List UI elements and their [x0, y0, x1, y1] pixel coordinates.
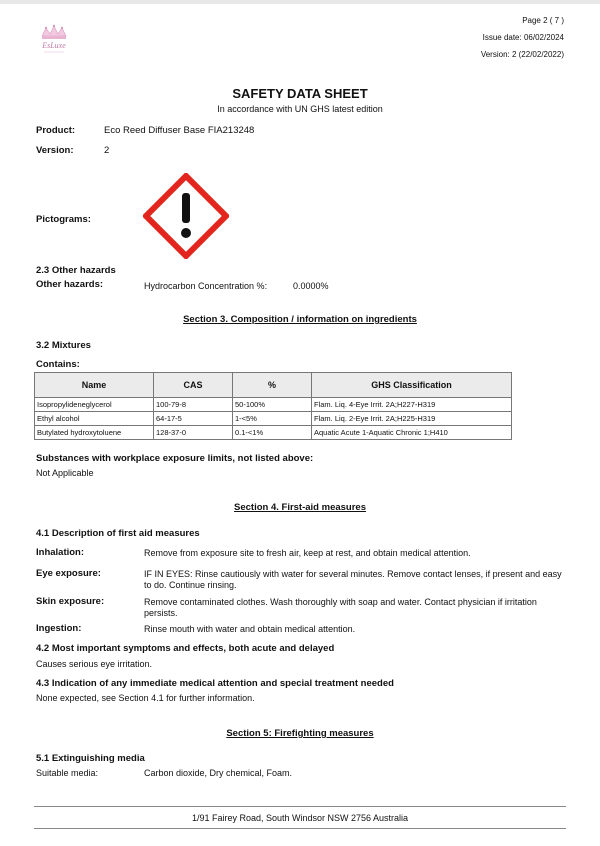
cell-percent: 1-<5% [233, 412, 312, 426]
cell-name: Isopropylideneglycerol [35, 398, 154, 412]
page-title: SAFETY DATA SHEET [232, 86, 368, 101]
table-header-row [35, 373, 512, 398]
cell-ghs: Flam. Liq. 4-Eye Irrit. 2A;H227-H319 [312, 398, 512, 412]
section3-title: Section 3. Composition / information on ingredients [183, 314, 417, 325]
contains-label: Contains: [36, 359, 80, 370]
symptoms-text: Causes serious eye irritation. [36, 659, 153, 669]
version-info: Version: 2 (22/02/2022) [480, 50, 564, 59]
exposure-limits-heading: Substances with workplace exposure limits, not listed above: [36, 453, 314, 464]
other-hazards-value: 0.0000% [293, 281, 329, 291]
cell-cas: 64-17-5 [154, 412, 233, 426]
footer-address: 1/91 Fairey Road, South Windsor NSW 2756 Australia [191, 813, 409, 823]
svg-text:EsLuxe: EsLuxe [42, 41, 66, 50]
medical-heading: 4.3 Indication of any immediate medical attention and special treatment needed [36, 678, 394, 689]
version-label: Version: [36, 145, 74, 156]
ingestion-label: Ingestion: [36, 623, 82, 634]
col-header-ghs: GHS Classification [312, 373, 512, 398]
inhalation-text: Remove from exposure site to fresh air, keep at rest, and obtain medical attention. [144, 548, 471, 558]
cell-ghs: Flam. Liq. 2-Eye Irrit. 2A;H225-H319 [312, 412, 512, 426]
section4-title: Section 4. First-aid measures [234, 502, 366, 513]
page-number: Page 2 ( 7 ) [522, 16, 564, 25]
cell-cas: 100-79-8 [154, 398, 233, 412]
cell-name: Ethyl alcohol [35, 412, 154, 426]
symptoms-heading: 4.2 Most important symptoms and effects, both acute and delayed [36, 643, 335, 654]
exclamation-mark-icon [143, 173, 229, 264]
product-value: Eco Reed Diffuser Base FIA213248 [104, 125, 255, 136]
other-hazards-heading: 2.3 Other hazards [36, 265, 116, 276]
brand-logo [34, 22, 74, 62]
exposure-limits-value: Not Applicable [36, 468, 94, 478]
pictograms-label: Pictograms: [36, 214, 91, 225]
table-row [35, 412, 512, 426]
version-value: 2 [104, 145, 110, 156]
ingredients-table [34, 372, 512, 440]
cell-percent: 50-100% [233, 398, 312, 412]
cell-ghs: Aquatic Acute 1-Aquatic Chronic 1;H410 [312, 426, 512, 440]
top-band [0, 0, 600, 4]
eye-exposure-text: IF IN EYES: Rinse cautiously with water for several minutes. Remove contact lenses, if present and easy to do. Continue rinsing. [144, 569, 562, 590]
other-hazards-label: Other hazards: [36, 279, 104, 290]
suitable-media-value: Carbon dioxide, Dry chemical, Foam. [144, 768, 293, 778]
other-hazards-text: Hydrocarbon Concentration %: [144, 281, 268, 291]
extinguishing-heading: 5.1 Extinguishing media [36, 753, 145, 764]
col-header-cas: CAS [154, 373, 233, 398]
table-row [35, 426, 512, 440]
ingestion-text: Rinse mouth with water and obtain medical attention. [144, 624, 356, 634]
product-label: Product: [36, 125, 76, 136]
firstaid-heading: 4.1 Description of first aid measures [36, 528, 200, 539]
mixtures-heading: 3.2 Mixtures [36, 340, 91, 351]
inhalation-label: Inhalation: [36, 547, 85, 558]
table-row [35, 398, 512, 412]
col-header-name: Name [35, 373, 154, 398]
issue-date: Issue date: 06/02/2024 [482, 33, 564, 42]
cell-percent: 0.1-<1% [233, 426, 312, 440]
skin-exposure-label: Skin exposure: [36, 596, 105, 607]
suitable-media-label: Suitable media: [36, 768, 99, 778]
page-subtitle: In accordance with UN GHS latest edition [217, 104, 383, 114]
eye-exposure-label: Eye exposure: [36, 568, 101, 579]
col-header-percent: % [233, 373, 312, 398]
skin-exposure-text: Remove contaminated clothes. Wash thoroughly with soap and water. Contact physician if irritation persists. [144, 597, 537, 618]
section5-title: Section 5: Firefighting measures [226, 728, 374, 739]
cell-name: Butylated hydroxytoluene [35, 426, 154, 440]
medical-text: None expected, see Section 4.1 for further information. [36, 693, 255, 703]
cell-cas: 128-37-0 [154, 426, 233, 440]
footer-divider [34, 806, 566, 807]
footer-divider-bottom [34, 828, 566, 829]
